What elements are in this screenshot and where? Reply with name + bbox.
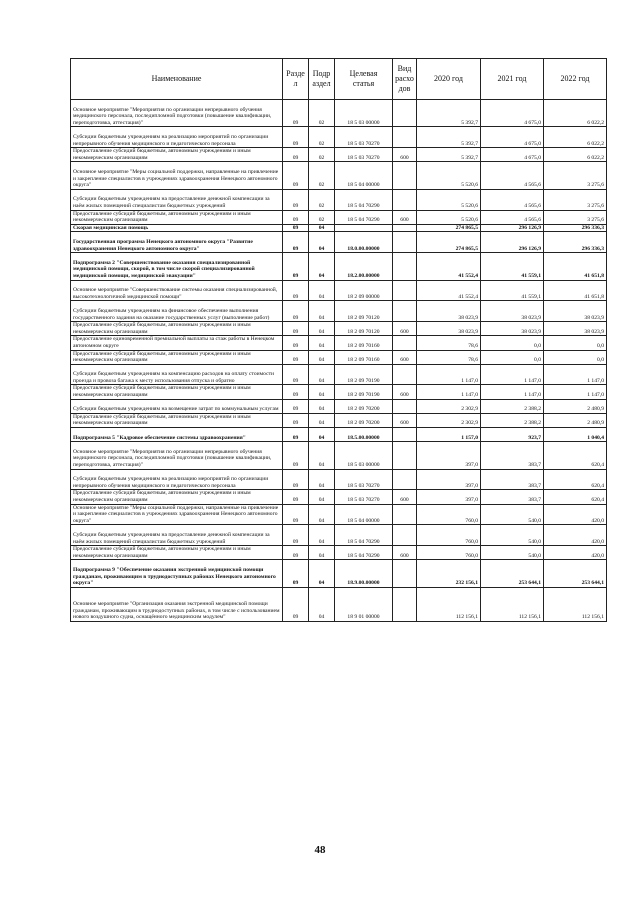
row-2021-cell: 383,7	[481, 490, 544, 504]
budget-table	[70, 58, 607, 622]
row-podrazdel-cell: 04	[309, 350, 335, 364]
row-2020-cell: 274 865,5	[417, 224, 481, 232]
row-2021-cell: 0,0	[481, 350, 544, 364]
row-podrazdel-cell: 02	[309, 189, 335, 210]
table-row	[71, 525, 607, 546]
row-razdel-cell: 09	[283, 560, 309, 587]
row-podrazdel-cell: 04	[309, 490, 335, 504]
row-2020-cell: 2 302,9	[417, 413, 481, 427]
row-statya-cell: 18 2 09 70190	[335, 385, 393, 399]
row-vid-cell	[393, 442, 417, 469]
row-name-cell: Субсидии бюджетным учреждениям на предоставление денежной компенсации за наём жилых помещений специалистам бюджетных учреждений	[71, 525, 283, 546]
row-razdel-cell: 09	[283, 385, 309, 399]
table-body	[71, 100, 607, 622]
row-statya-cell: 18 2 09 70160	[335, 350, 393, 364]
row-2020-cell: 1 147,0	[417, 364, 481, 385]
row-vid-cell: 600	[393, 350, 417, 364]
row-2020-cell: 112 156,1	[417, 587, 481, 621]
row-razdel-cell: 09	[283, 253, 309, 280]
row-statya-cell: 18 5 04 70290	[335, 189, 393, 210]
row-2021-cell: 4 675,0	[481, 148, 544, 162]
row-razdel-cell: 09	[283, 364, 309, 385]
row-podrazdel-cell: 04	[309, 504, 335, 525]
row-2021-cell: 4 565,6	[481, 189, 544, 210]
row-vid-cell	[393, 224, 417, 232]
row-vid-cell	[393, 301, 417, 322]
row-statya-cell	[335, 224, 393, 232]
col-header-2022: 2022 год	[544, 59, 607, 100]
row-razdel-cell: 09	[283, 490, 309, 504]
table-row	[71, 253, 607, 280]
row-statya-cell: 18 2 09 70160	[335, 336, 393, 350]
row-2022-cell: 3 275,6	[544, 210, 607, 224]
row-vid-cell	[393, 587, 417, 621]
row-razdel-cell: 09	[283, 546, 309, 560]
row-vid-cell	[393, 189, 417, 210]
row-statya-cell: 18 5 04 00000	[335, 504, 393, 525]
table-row	[71, 385, 607, 399]
row-2021-cell: 1 147,0	[481, 364, 544, 385]
row-2020-cell: 5 392,7	[417, 100, 481, 127]
row-name-cell: Субсидии бюджетным учреждениям на реализацию мероприятий по организации непрерывного обучения медицинского и педагогического персонала	[71, 469, 283, 490]
row-2021-cell: 540,0	[481, 525, 544, 546]
row-statya-cell: 18 2 09 70190	[335, 364, 393, 385]
row-vid-cell: 600	[393, 148, 417, 162]
table-header-row	[71, 59, 607, 100]
table-row	[71, 469, 607, 490]
row-podrazdel-cell: 04	[309, 322, 335, 336]
row-podrazdel-cell: 04	[309, 399, 335, 413]
row-name-cell: Предоставление субсидий бюджетным, автономным учреждениям и иным некоммерческим организациям	[71, 546, 283, 560]
table-row	[71, 504, 607, 525]
row-podrazdel-cell: 04	[309, 232, 335, 253]
row-2021-cell: 38 023,9	[481, 301, 544, 322]
row-podrazdel-cell: 04	[309, 385, 335, 399]
table-row	[71, 428, 607, 442]
row-vid-cell: 600	[393, 385, 417, 399]
row-name-cell: Субсидии бюджетным учреждениям на компенсацию расходов на оплату стоимости проезда и провоза багажа к месту использования отпуска и обратно	[71, 364, 283, 385]
col-header-statya: Целевая статья	[335, 59, 393, 100]
row-razdel-cell: 09	[283, 413, 309, 427]
row-podrazdel-cell: 02	[309, 162, 335, 189]
row-podrazdel-cell: 02	[309, 148, 335, 162]
row-statya-cell: 18 5 03 70270	[335, 490, 393, 504]
row-name-cell: Субсидии бюджетным учреждениям на возмещение затрат по коммунальным услугам	[71, 399, 283, 413]
row-2022-cell: 38 023,9	[544, 301, 607, 322]
row-statya-cell: 18 5 03 70270	[335, 127, 393, 148]
row-2022-cell: 620,4	[544, 490, 607, 504]
table-row	[71, 413, 607, 427]
row-2020-cell: 760,0	[417, 525, 481, 546]
row-name-cell: Субсидии бюджетным учреждениям на реализацию мероприятий по организации непрерывного обучения медицинского и педагогического персонала	[71, 127, 283, 148]
row-2021-cell: 41 559,1	[481, 253, 544, 280]
row-2020-cell: 5 520,6	[417, 189, 481, 210]
row-2022-cell: 6 022,2	[544, 127, 607, 148]
row-statya-cell: 18 2 09 70120	[335, 322, 393, 336]
row-2021-cell: 540,0	[481, 504, 544, 525]
table-row	[71, 364, 607, 385]
row-vid-cell	[393, 469, 417, 490]
row-statya-cell: 18 9 01 00000	[335, 587, 393, 621]
row-razdel-cell: 09	[283, 127, 309, 148]
row-vid-cell	[393, 364, 417, 385]
row-2022-cell: 1 147,0	[544, 364, 607, 385]
table-row	[71, 322, 607, 336]
row-2021-cell: 2 388,2	[481, 399, 544, 413]
table-row	[71, 350, 607, 364]
table-row	[71, 232, 607, 253]
row-razdel-cell: 09	[283, 504, 309, 525]
row-razdel-cell: 09	[283, 322, 309, 336]
row-2021-cell: 4 675,0	[481, 127, 544, 148]
col-header-podrazdel: Подр аздел	[309, 59, 335, 100]
row-razdel-cell: 09	[283, 232, 309, 253]
row-2020-cell: 41 552,4	[417, 253, 481, 280]
row-statya-cell: 18 2 09 70200	[335, 399, 393, 413]
table-row	[71, 280, 607, 301]
row-razdel-cell: 09	[283, 469, 309, 490]
row-2020-cell: 760,0	[417, 546, 481, 560]
row-2020-cell: 2 302,9	[417, 399, 481, 413]
row-vid-cell	[393, 336, 417, 350]
table-row	[71, 301, 607, 322]
row-razdel-cell: 09	[283, 336, 309, 350]
row-podrazdel-cell: 04	[309, 525, 335, 546]
row-podrazdel-cell: 02	[309, 210, 335, 224]
table-row	[71, 546, 607, 560]
row-statya-cell: 18.9.00.00000	[335, 560, 393, 587]
row-2021-cell: 112 156,1	[481, 587, 544, 621]
row-2021-cell: 4 565,6	[481, 162, 544, 189]
row-vid-cell	[393, 560, 417, 587]
row-name-cell: Основное мероприятие "Меры социальной поддержки, направленные на привлечение и закрепление специалистов в учреждениях здравоохранения Ненецкого автономного округа"	[71, 162, 283, 189]
row-statya-cell: 18.0.00.00000	[335, 232, 393, 253]
row-podrazdel-cell: 02	[309, 100, 335, 127]
row-2021-cell: 38 023,9	[481, 322, 544, 336]
row-podrazdel-cell: 04	[309, 336, 335, 350]
row-name-cell: Подпрограмма 2 "Совершенствование оказания специализированной медицинской помощи, скорой, в том числе скорой специализированной медицинской помощи, медицинской эвакуации"	[71, 253, 283, 280]
row-statya-cell: 18 2 09 70120	[335, 301, 393, 322]
row-razdel-cell: 09	[283, 224, 309, 232]
table-row	[71, 127, 607, 148]
row-vid-cell	[393, 399, 417, 413]
row-2022-cell: 3 275,6	[544, 162, 607, 189]
col-header-2020: 2020 год	[417, 59, 481, 100]
table-row	[71, 148, 607, 162]
row-statya-cell: 18 5 04 70290	[335, 525, 393, 546]
row-2022-cell: 2 480,9	[544, 399, 607, 413]
table-row	[71, 189, 607, 210]
row-2020-cell: 5 520,6	[417, 210, 481, 224]
row-vid-cell: 600	[393, 546, 417, 560]
table-row	[71, 587, 607, 621]
row-podrazdel-cell: 04	[309, 428, 335, 442]
table-row	[71, 399, 607, 413]
row-2021-cell: 923,7	[481, 428, 544, 442]
row-2022-cell: 41 651,8	[544, 253, 607, 280]
row-vid-cell	[393, 280, 417, 301]
row-2022-cell: 0,0	[544, 350, 607, 364]
row-2021-cell: 383,7	[481, 442, 544, 469]
table-row	[71, 336, 607, 350]
col-header-razdel: Разде л	[283, 59, 309, 100]
row-2021-cell: 1 147,0	[481, 385, 544, 399]
row-statya-cell: 18 5 03 70270	[335, 469, 393, 490]
row-2020-cell: 760,0	[417, 504, 481, 525]
row-2022-cell: 1 147,0	[544, 385, 607, 399]
row-podrazdel-cell: 04	[309, 364, 335, 385]
col-header-name: Наименование	[71, 59, 283, 100]
row-podrazdel-cell: 04	[309, 301, 335, 322]
row-podrazdel-cell: 04	[309, 280, 335, 301]
row-name-cell: Предоставление субсидий бюджетным, автономным учреждениям и иным некоммерческим организациям	[71, 350, 283, 364]
row-2021-cell: 2 388,2	[481, 413, 544, 427]
row-vid-cell: 600	[393, 413, 417, 427]
table-row	[71, 210, 607, 224]
row-name-cell: Предоставление субсидий бюджетным, автономным учреждениям и иным некоммерческим организациям	[71, 385, 283, 399]
table-row	[71, 224, 607, 232]
row-name-cell: Предоставление единовременной премиальной выплаты за стаж работы в Ненецком автономном округе	[71, 336, 283, 350]
row-2022-cell: 296 336,3	[544, 232, 607, 253]
row-statya-cell: 18 2 09 00000	[335, 280, 393, 301]
row-2021-cell: 253 644,1	[481, 560, 544, 587]
row-statya-cell: 18 2 09 70200	[335, 413, 393, 427]
row-2020-cell: 78,6	[417, 336, 481, 350]
row-2021-cell: 41 559,1	[481, 280, 544, 301]
row-2021-cell: 296 126,9	[481, 232, 544, 253]
row-name-cell: Субсидии бюджетным учреждениям на предоставление денежной компенсации за наём жилых помещений специалистам бюджетных учреждений	[71, 189, 283, 210]
row-2022-cell: 420,0	[544, 504, 607, 525]
row-2022-cell: 112 156,1	[544, 587, 607, 621]
row-name-cell: Субсидии бюджетным учреждениям на финансовое обеспечение выполнения государственного задания на оказание государственных услуг (выполнение работ)	[71, 301, 283, 322]
row-statya-cell: 18.5.00.00000	[335, 428, 393, 442]
table-row	[71, 490, 607, 504]
row-vid-cell	[393, 162, 417, 189]
row-razdel-cell: 09	[283, 148, 309, 162]
row-razdel-cell: 09	[283, 162, 309, 189]
row-name-cell: Основное мероприятие "Мероприятия по организации непрерывного обучения медицинского персонала, последипломной подготовки (повышение квалификации, переподготовка, аттестация)"	[71, 442, 283, 469]
row-2020-cell: 1 157,0	[417, 428, 481, 442]
row-podrazdel-cell: 04	[309, 413, 335, 427]
row-2021-cell: 540,0	[481, 546, 544, 560]
row-2020-cell: 274 865,5	[417, 232, 481, 253]
row-razdel-cell: 09	[283, 210, 309, 224]
row-2020-cell: 5 392,7	[417, 148, 481, 162]
row-razdel-cell: 09	[283, 301, 309, 322]
row-2021-cell: 296 126,9	[481, 224, 544, 232]
row-razdel-cell: 09	[283, 100, 309, 127]
row-vid-cell	[393, 525, 417, 546]
col-header-2021: 2021 год	[481, 59, 544, 100]
row-vid-cell	[393, 253, 417, 280]
row-2020-cell: 38 023,9	[417, 322, 481, 336]
row-2022-cell: 2 480,9	[544, 413, 607, 427]
row-name-cell: Подпрограмма 9 "Обеспечение оказания экстренной медицинской помощи гражданам, проживающим в труднодоступных районах Ненецкого автономного округа"	[71, 560, 283, 587]
row-2021-cell: 4 675,0	[481, 100, 544, 127]
row-vid-cell	[393, 100, 417, 127]
row-podrazdel-cell: 04	[309, 469, 335, 490]
row-statya-cell: 18 5 03 00000	[335, 442, 393, 469]
row-name-cell: Государственная программа Ненецкого автономного округа "Развитие здравоохранения Ненецкого автономного округа"	[71, 232, 283, 253]
row-2020-cell: 397,0	[417, 469, 481, 490]
row-podrazdel-cell: 04	[309, 546, 335, 560]
row-2022-cell: 620,4	[544, 442, 607, 469]
row-name-cell: Предоставление субсидий бюджетным, автономным учреждениям и иным некоммерческим организациям	[71, 148, 283, 162]
row-statya-cell: 18 5 04 00000	[335, 162, 393, 189]
row-2022-cell: 296 336,3	[544, 224, 607, 232]
row-2020-cell: 1 147,0	[417, 385, 481, 399]
row-statya-cell: 18 5 03 00000	[335, 100, 393, 127]
row-podrazdel-cell: 02	[309, 127, 335, 148]
row-razdel-cell: 09	[283, 189, 309, 210]
row-razdel-cell: 09	[283, 442, 309, 469]
row-razdel-cell: 09	[283, 399, 309, 413]
row-podrazdel-cell: 04	[309, 587, 335, 621]
row-2020-cell: 38 023,9	[417, 301, 481, 322]
row-2022-cell: 253 644,1	[544, 560, 607, 587]
row-vid-cell	[393, 504, 417, 525]
row-razdel-cell: 09	[283, 280, 309, 301]
row-2022-cell: 0,0	[544, 336, 607, 350]
row-2022-cell: 1 040,4	[544, 428, 607, 442]
row-2022-cell: 420,0	[544, 525, 607, 546]
table-row	[71, 442, 607, 469]
row-2021-cell: 0,0	[481, 336, 544, 350]
row-vid-cell	[393, 232, 417, 253]
row-2020-cell: 78,6	[417, 350, 481, 364]
row-razdel-cell: 09	[283, 350, 309, 364]
row-name-cell: Предоставление субсидий бюджетным, автономным учреждениям и иным некоммерческим организациям	[71, 413, 283, 427]
row-razdel-cell: 09	[283, 525, 309, 546]
row-2021-cell: 4 565,6	[481, 210, 544, 224]
row-2020-cell: 5 392,7	[417, 127, 481, 148]
row-vid-cell: 600	[393, 322, 417, 336]
row-podrazdel-cell: 04	[309, 224, 335, 232]
row-vid-cell: 600	[393, 210, 417, 224]
col-header-vid: Вид расхо дов	[393, 59, 417, 100]
row-2022-cell: 6 022,2	[544, 100, 607, 127]
row-name-cell: Основное мероприятие "Совершенствование системы оказания специализированной, высокотехнологичной медицинской помощи"	[71, 280, 283, 301]
row-statya-cell: 18 5 03 70270	[335, 148, 393, 162]
table-row	[71, 100, 607, 127]
row-name-cell: Подпрограмма 5 "Кадровое обеспечение системы здравоохранения"	[71, 428, 283, 442]
row-2020-cell: 5 520,6	[417, 162, 481, 189]
row-statya-cell: 18 5 04 70290	[335, 546, 393, 560]
row-razdel-cell: 09	[283, 428, 309, 442]
row-2022-cell: 38 023,9	[544, 322, 607, 336]
row-2020-cell: 232 156,1	[417, 560, 481, 587]
row-vid-cell: 600	[393, 490, 417, 504]
row-2022-cell: 620,4	[544, 469, 607, 490]
row-name-cell: Предоставление субсидий бюджетным, автономным учреждениям и иным некоммерческим организациям	[71, 322, 283, 336]
row-2021-cell: 383,7	[481, 469, 544, 490]
row-name-cell: Скорая медицинская помощь	[71, 224, 283, 232]
row-podrazdel-cell: 04	[309, 560, 335, 587]
row-name-cell: Предоставление субсидий бюджетным, автономным учреждениям и иным некоммерческим организациям	[71, 490, 283, 504]
row-razdel-cell: 09	[283, 587, 309, 621]
row-2020-cell: 41 552,4	[417, 280, 481, 301]
row-podrazdel-cell: 04	[309, 442, 335, 469]
row-2022-cell: 6 022,2	[544, 148, 607, 162]
row-podrazdel-cell: 04	[309, 253, 335, 280]
row-name-cell: Предоставление субсидий бюджетным, автономным учреждениям и иным некоммерческим организациям	[71, 210, 283, 224]
row-2020-cell: 397,0	[417, 490, 481, 504]
row-name-cell: Основное мероприятие "Организация оказания экстренной медицинской помощи гражданам, проживающим в труднодоступных районах, в том числе с использованием нового воздушного судна, оснащённого медицинским модулем"	[71, 587, 283, 621]
row-vid-cell	[393, 428, 417, 442]
table-row	[71, 560, 607, 587]
budget-table-sheet	[70, 58, 606, 622]
row-statya-cell: 18 5 04 70290	[335, 210, 393, 224]
row-2022-cell: 3 275,6	[544, 189, 607, 210]
row-2022-cell: 420,0	[544, 546, 607, 560]
row-2020-cell: 397,0	[417, 442, 481, 469]
row-statya-cell: 18.2.00.00000	[335, 253, 393, 280]
row-name-cell: Основное мероприятие "Меры социальной поддержки, направленные на привлечение и закрепление специалистов в учреждениях здравоохранения Ненецкого автономного округа"	[71, 504, 283, 525]
row-vid-cell	[393, 127, 417, 148]
row-name-cell: Основное мероприятие "Мероприятия по организации непрерывного обучения медицинского персонала, последипломной подготовки (повышение квалификации, переподготовка, аттестация)"	[71, 100, 283, 127]
page-number: 48	[314, 844, 326, 856]
table-row	[71, 162, 607, 189]
row-2022-cell: 41 651,8	[544, 280, 607, 301]
